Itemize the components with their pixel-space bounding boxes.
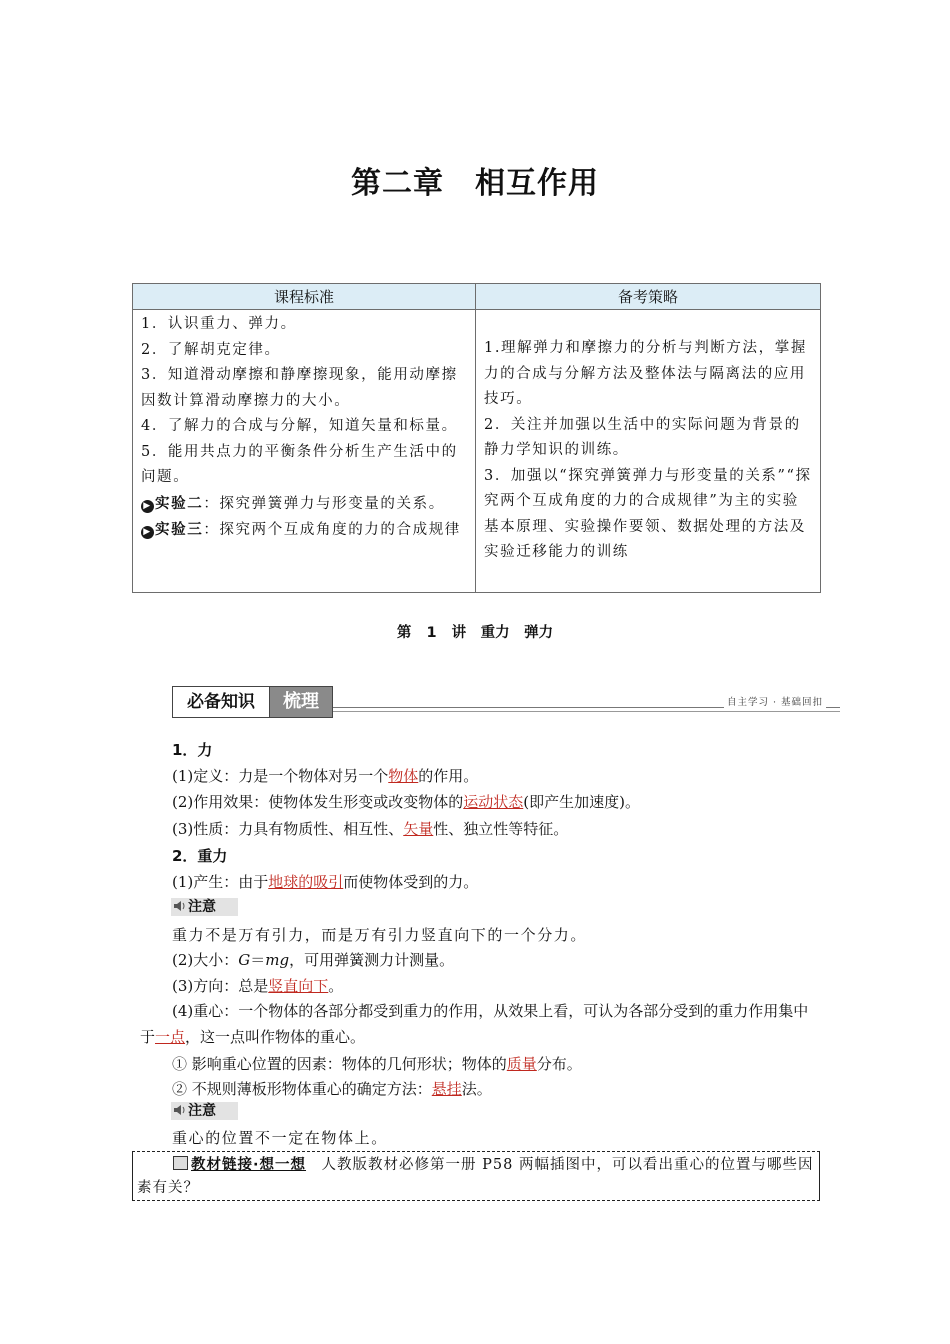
textbook-link-text: 教材链接·想一想 人教版教材必修第一册 P58 两幅插图中，可以看出重心的位置与哪些因素有关？ <box>137 1157 814 1196</box>
fill-blank: 物体 <box>388 767 419 785</box>
force-definition: (1)定义：力是一个物体对另一个物体的作用。 <box>172 767 479 785</box>
note-tag: 注意 <box>171 1102 238 1120</box>
experiment-text: ：探究弹簧弹力与形变量的关系。 <box>203 495 445 512</box>
fill-blank: 质量 <box>506 1055 537 1073</box>
standards-table <box>132 283 821 593</box>
fill-blank: 一点 <box>155 1028 186 1046</box>
strategy-item: 2．关注并加强以生活中的实际问题为背景的静力学知识的训练。 <box>484 416 801 459</box>
standard-item: 2．了解胡克定律。 <box>141 341 281 358</box>
force-nature: (3)性质：力具有物质性、相互性、矢量性、独立性等特征。 <box>172 820 569 838</box>
experiment-label: 实验二 <box>155 494 204 512</box>
note-text: 重心的位置不一定在物体上。 <box>172 1129 388 1147</box>
standard-item: 1．认识重力、弹力。 <box>141 316 297 332</box>
center-method: ② 不规则薄板形物体重心的确定方法：悬挂法。 <box>172 1080 492 1098</box>
strategy-item: 3．加强以“探究弹簧弹力与形变量的关系”“探究两个互成角度的力的合成规律”为主的实验基本原理、实验操作要领、数据处理的方法及实验迁移能力的训练 <box>484 467 812 561</box>
play-icon: ▶ <box>141 500 154 513</box>
header-curriculum-standard: 课程标准 <box>133 284 476 310</box>
standard-item: 3．知道滑动摩擦和静摩擦现象，能用动摩擦因数计算滑动摩擦力的大小。 <box>141 367 458 409</box>
fill-blank: 竖直向下 <box>268 977 329 995</box>
center-of-gravity: (4)重心：一个物体的各部分都受到重力的作用，从效果上看，可认为各部分受到的重力作用集中于一点，这一点叫作物体的重心。 <box>140 1002 809 1046</box>
fill-blank: 矢量 <box>403 820 434 838</box>
heading-gravity: 2．重力 <box>172 847 228 865</box>
lecture-title: 第 1 讲 重力 弹力 <box>396 625 554 641</box>
speaker-icon <box>173 900 186 912</box>
book-icon <box>173 1156 188 1170</box>
exam-strategy-cell <box>476 310 821 593</box>
banner-subtitle: 自主学习 · 基础回扣 <box>724 694 826 708</box>
force-effect: (2)作用效果：使物体发生形变或改变物体的运动状态(即产生加速度)。 <box>172 793 640 811</box>
standard-item: 4．了解力的合成与分解，知道矢量和标量。 <box>141 418 458 434</box>
banner-title: 必备知识 <box>172 686 270 718</box>
note-tag: 注意 <box>171 898 238 916</box>
curriculum-standard-cell <box>133 310 476 593</box>
header-exam-strategy: 备考策略 <box>476 284 821 310</box>
experiment-item <box>141 491 467 518</box>
gravity-size: (2)大小：G＝mg，可用弹簧测力计测量。 <box>172 951 455 969</box>
section-banner <box>172 684 840 720</box>
note-text: 重力不是万有引力，而是万有引力竖直向下的一个分力。 <box>172 926 588 944</box>
strategy-item: 1.理解弹力和摩擦力的分析与判断方法，掌握力的合成与分解方法及整体法与隔离法的应用技巧。 <box>484 340 807 408</box>
textbook-link-box <box>132 1151 820 1201</box>
banner-rule <box>332 711 840 712</box>
standard-item: 5．能用共点力的平衡条件分析生产生活中的问题。 <box>141 443 458 485</box>
experiment-label: 实验三 <box>155 521 204 538</box>
banner-highlight: 梳理 <box>269 686 333 718</box>
experiment-text: ：探究两个互成角度的力的合成规律 <box>203 522 461 538</box>
experiment-item <box>141 517 467 544</box>
fill-blank: 悬挂 <box>431 1080 462 1098</box>
gravity-origin: (1)产生：由于地球的吸引而使物体受到的力。 <box>172 873 479 891</box>
chapter-title: 第二章 相互作用 <box>351 166 599 201</box>
fill-blank: 地球的吸引 <box>268 873 344 891</box>
textbook-link-label: 教材链接·想一想 <box>191 1157 307 1173</box>
play-icon: ▶ <box>141 526 154 539</box>
fill-blank: 运动状态 <box>463 793 524 811</box>
center-factors: ① 影响重心位置的因素：物体的几何形状；物体的质量分布。 <box>172 1055 582 1073</box>
speaker-icon <box>173 1104 186 1116</box>
heading-force: 1．力 <box>172 741 213 759</box>
gravity-direction: (3)方向：总是竖直向下。 <box>172 977 344 995</box>
